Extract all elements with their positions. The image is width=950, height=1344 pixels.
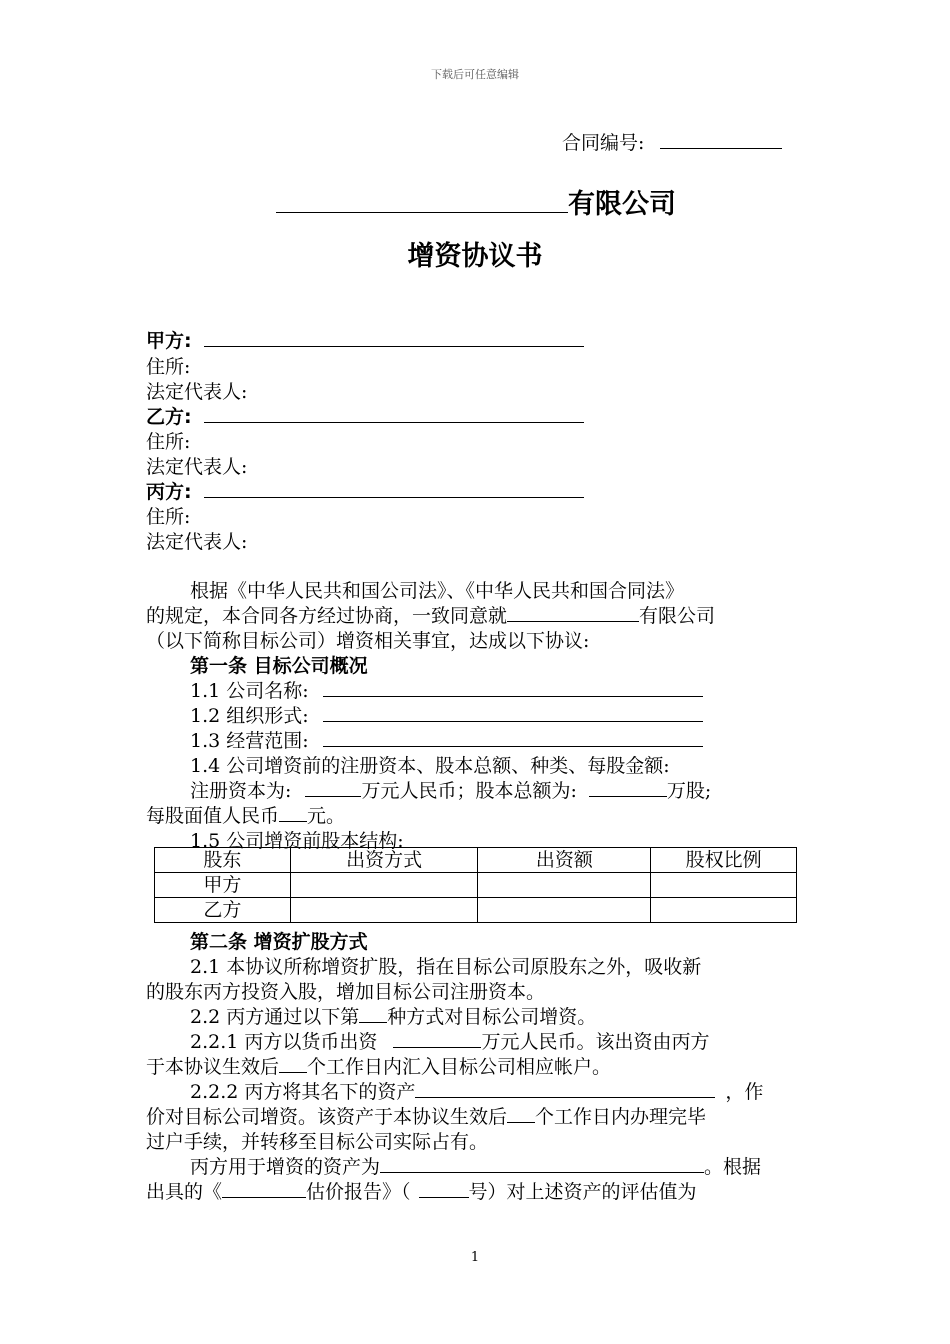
par-value-blank[interactable]: [279, 803, 307, 822]
party-a-blank[interactable]: [204, 328, 584, 347]
party-b-label: 乙方:: [146, 406, 192, 428]
company-title-suffix: 有限公司: [568, 189, 676, 220]
total-shares-blank[interactable]: [589, 778, 667, 797]
asset-line-2: [146, 1177, 697, 1204]
party-c-rep: 法定代表人:: [146, 531, 248, 553]
table-cell[interactable]: [651, 898, 797, 923]
table-header-row: [155, 848, 797, 873]
asset-description-blank[interactable]: [380, 1154, 704, 1173]
preamble-line-2b: 有限公司: [639, 605, 716, 627]
table-cell: 甲方: [155, 873, 291, 898]
par-value-line: [146, 801, 345, 828]
page-number: 1: [470, 1250, 480, 1265]
table-header-cell: 股东: [155, 848, 291, 873]
par-label-a: 每股面值人民币: [146, 805, 280, 827]
clause-2-2-2-l2a: 价对目标公司增资。该资产于本协议生效后: [146, 1106, 508, 1128]
clause-2-1-line-1: 2.1 本协议所称增资扩股，指在目标公司原股东之外，吸收新: [190, 956, 702, 978]
party-a-rep: 法定代表人:: [146, 381, 248, 403]
table-row: [155, 898, 797, 923]
table-cell[interactable]: [290, 898, 478, 923]
contract-number-label: 合同编号:: [562, 132, 645, 154]
party-b-rep: 法定代表人:: [146, 456, 248, 478]
clause-2-2: [190, 1002, 596, 1029]
clause-2-2-a: 2.2 丙方通过以下第: [190, 1006, 360, 1028]
cash-days-blank[interactable]: [279, 1054, 307, 1073]
contract-number-blank[interactable]: [660, 130, 782, 149]
preamble-line-1: 根据《中华人民共和国公司法》、《中华人民共和国合同法》: [190, 580, 685, 602]
table-cell[interactable]: [651, 873, 797, 898]
party-b-blank[interactable]: [204, 404, 584, 423]
table-cell[interactable]: [478, 873, 651, 898]
clause-2-2-1-a: 2.2.1 丙方以货币出资: [190, 1031, 378, 1053]
clause-2-2-2-line-2: [146, 1102, 706, 1129]
asset-name-blank[interactable]: [415, 1079, 715, 1098]
asset-l2a: 出具的《: [146, 1181, 223, 1203]
clause-2-2-b: 种方式对目标公司增资。: [387, 1006, 597, 1028]
asset-l2c: 号）对上述资产的评估值为: [468, 1181, 697, 1203]
party-b-address: 住所:: [146, 431, 191, 453]
business-scope-field[interactable]: [323, 728, 703, 747]
clause-2-2-2-line-1: [190, 1077, 763, 1104]
article-1-heading: 第一条 目标公司概况: [190, 655, 368, 677]
preamble-line-2a: 的规定，本合同各方经过协商，一致同意就: [146, 605, 508, 627]
asset-l2b: 估价报告》（: [306, 1181, 411, 1203]
report-number-blank[interactable]: [419, 1179, 469, 1198]
company-name-field[interactable]: [323, 678, 703, 697]
item-1-1-label: 1.1 公司名称:: [190, 680, 309, 702]
asset-days-blank[interactable]: [507, 1104, 535, 1123]
method-number-blank[interactable]: [359, 1004, 387, 1023]
clause-2-2-2-l2b: 个工作日内办理完毕: [535, 1106, 707, 1128]
share-structure-table: [154, 847, 797, 923]
party-a-address: 住所:: [146, 356, 191, 378]
item-1-3: [190, 726, 703, 753]
table-cell: 乙方: [155, 898, 291, 923]
target-company-blank[interactable]: [507, 603, 639, 622]
table-row: [155, 873, 797, 898]
capital-line: [190, 776, 711, 803]
party-c-address: 住所:: [146, 506, 191, 528]
org-form-field[interactable]: [323, 703, 703, 722]
asset-b: 。根据: [704, 1156, 762, 1178]
company-name-blank[interactable]: [276, 186, 568, 213]
header-note: 下载后可任意编辑: [431, 68, 519, 81]
clause-2-2-1-line-2: [146, 1052, 611, 1079]
par-label-b: 元。: [307, 805, 346, 827]
clause-2-2-1-line-1: [190, 1027, 709, 1054]
capital-label-a: 注册资本为:: [190, 780, 292, 802]
party-a-label: 甲方:: [146, 330, 192, 352]
clause-2-2-2-line-3: 过户手续，并转移至目标公司实际占有。: [146, 1131, 489, 1153]
clause-2-1-line-2: 的股东丙方投资入股，增加目标公司注册资本。: [146, 981, 546, 1003]
party-a-line: [146, 326, 584, 353]
table-cell[interactable]: [478, 898, 651, 923]
capital-label-c: 万股;: [666, 780, 712, 802]
document-title: 增资协议书: [407, 241, 543, 272]
item-1-4: 1.4 公司增资前的注册资本、股本总额、种类、每股金额:: [190, 755, 670, 777]
clause-2-2-2-b: ，作: [725, 1081, 764, 1103]
item-1-5: 1.5 公司增资前股本结构:: [190, 830, 404, 852]
party-b-line: [146, 402, 584, 429]
company-title: [276, 182, 676, 221]
party-c-label: 丙方:: [146, 481, 192, 503]
preamble-line-2: [146, 601, 715, 628]
clause-2-2-1-l2a: 于本协议生效后: [146, 1056, 280, 1078]
clause-2-2-2-a: 2.2.2 丙方将其名下的资产: [190, 1081, 416, 1103]
registered-capital-blank[interactable]: [305, 778, 361, 797]
party-c-line: [146, 477, 584, 504]
table-cell[interactable]: [290, 873, 478, 898]
capital-label-b: 万元人民币；股本总额为:: [361, 780, 577, 802]
table-header-cell: 股权比例: [651, 848, 797, 873]
item-1-3-label: 1.3 经营范围:: [190, 730, 309, 752]
item-1-1: [190, 676, 703, 703]
appraiser-blank[interactable]: [222, 1179, 306, 1198]
clause-2-2-1-b: 万元人民币。该出资由丙方: [481, 1031, 710, 1053]
article-2-heading: 第二条 增资扩股方式: [190, 931, 368, 953]
contract-number: [562, 128, 782, 155]
asset-a: 丙方用于增资的资产为: [190, 1156, 381, 1178]
table-header-cell: 出资额: [478, 848, 651, 873]
cash-amount-blank[interactable]: [393, 1029, 481, 1048]
clause-2-2-1-l2b: 个工作日内汇入目标公司相应帐户。: [307, 1056, 612, 1078]
party-c-blank[interactable]: [204, 479, 584, 498]
item-1-2: [190, 701, 703, 728]
table-header-cell: 出资方式: [290, 848, 478, 873]
asset-line-1: [190, 1152, 761, 1179]
item-1-2-label: 1.2 组织形式:: [190, 705, 309, 727]
preamble-line-3: （以下简称目标公司）增资相关事宜，达成以下协议:: [146, 630, 590, 652]
